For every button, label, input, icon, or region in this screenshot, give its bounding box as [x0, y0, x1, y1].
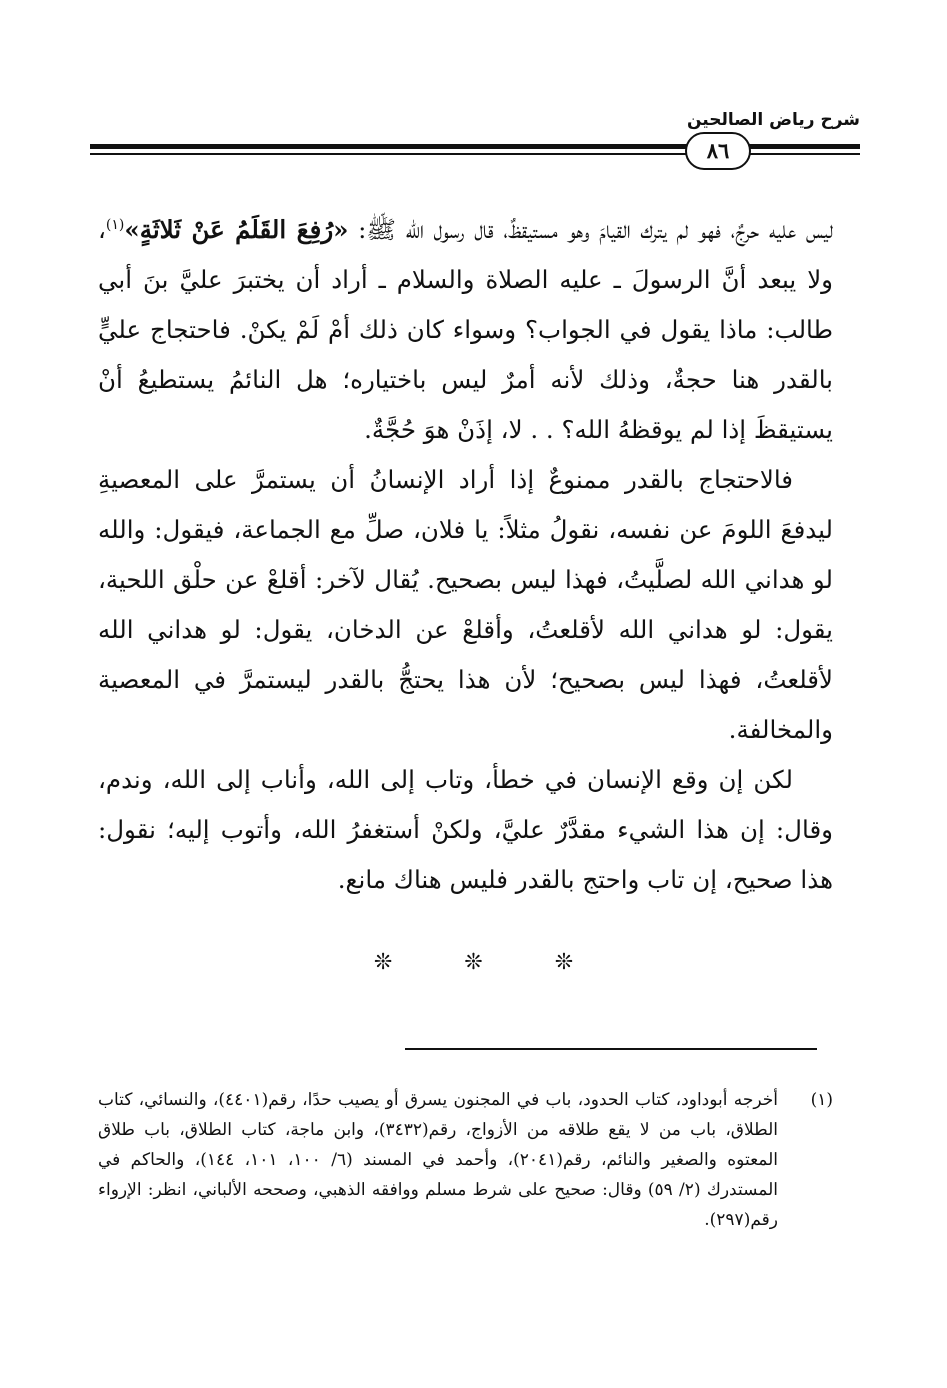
section-separator-stars: ❊❊❊ — [373, 950, 646, 975]
paragraph-1-rest: ، ولا يبعد أنَّ الرسولَ ـ عليه الصلاة والسلام ـ أراد أن يختبرَ عليَّ بنَ أبي طالب: ماذا يقول في الجواب؟ وسواء كان ذلك أمْ لَمْ يكنْ. فاحتجاج عليٍّ بالقدر هنا حجةٌ، وذلك لأنه أمرٌ ليس باختياره؛ هل النائمُ يستطيعُ أنْ يستيقظَ إذا لم يوقظهُ الله؟ . . لا، إذَنْ هوَ حُجَّةٌ. — [98, 215, 833, 444]
page-header — [90, 110, 860, 190]
page-number: ٨٦ — [685, 132, 751, 170]
paragraph-3: لكن إن وقع الإنسان في خطأ، وتاب إلى الله، وأناب إلى الله، وندم، وقال: إن هذا الشيء مقدَّرٌ عليَّ، ولكنْ أستغفرُ الله، وأتوب إليه؛ نقول: هذا صحيح، إن تاب واحتج بالقدر فليس هناك مانع. — [98, 765, 833, 894]
footnotes — [98, 1085, 833, 1235]
paragraph-1-intro: ليس عليه حرجٌ، فهو لم يترك القيامَ وهو مستيقظٌ، قال رسول الله ﷺ: — [348, 215, 833, 244]
footnote-marker: (١) — [810, 1090, 833, 1110]
paragraph-1 — [98, 205, 833, 455]
footnote-separator-line — [405, 1048, 817, 1050]
hadith-quote: «رُفِعَ القَلَمُ عَنْ ثَلاثَةٍ» — [124, 215, 349, 244]
footnote-item — [98, 1085, 833, 1235]
footnote-text: أخرجه أبوداود، كتاب الحدود، باب في المجنون يسرق أو يصيب حدًا، رقم(٤٤٠١)، والنسائي، كتاب الطلاق، باب من لا يقع طلاقه من الأزواج، رقم(٣٤٣٢)، وابن ماجة، كتاب الطلاق، باب طلاق المعتوه والصغير والنائم، رقم(٢٠٤١)، وأحمد في المسند (٦/ ١٠٠، ١٠١، ١٤٤)، والحاكم في المستدرك (٢/ ٥٩) وقال: صحيح على شرط مسلم ووافقه الذهبي، وصححه الألباني، انظر: الإرواء رقم(٢٩٧). — [98, 1090, 779, 1230]
paragraph-2: فالاحتجاج بالقدر ممنوعٌ إذا أراد الإنسانُ أن يستمرَّ على المعصيةِ ليدفعَ اللومَ عن نفسه، نقولُ مثلاً: يا فلان، صلِّ مع الجماعة، فيقول: والله لو هداني الله لصلَّيتُ، فهذا ليس بصحيح. يُقال لآخر: أقلعْ عن حلْق اللحية، يقول: لو هداني الله لأقلعتُ، وأقلعْ عن الدخان، يقول: لو هداني الله لأقلعتُ، فهذا ليس بصحيح؛ لأن هذا يحتجُّ بالقدر ليستمرَّ في المعصية والمخالفة. — [98, 465, 833, 744]
main-text — [98, 205, 833, 905]
running-header-title: شرح رياض الصالحين — [686, 110, 860, 130]
footnote-reference[interactable]: (١) — [105, 216, 125, 233]
